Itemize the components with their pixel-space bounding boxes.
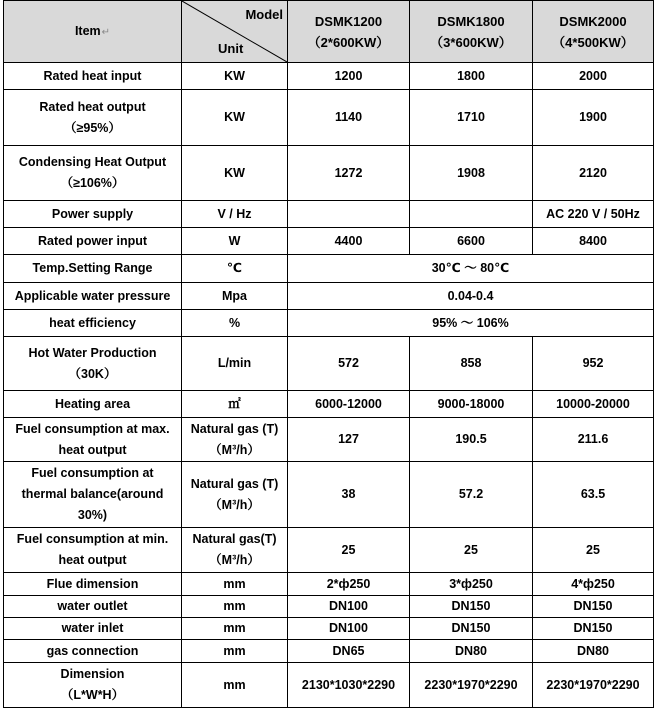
header-unit: Unit <box>218 41 244 56</box>
item-cell: Fuel consumption at min. heat output <box>4 528 182 573</box>
value-cell: 9000-18000 <box>410 391 533 418</box>
value-cell: 2230*1970*2290 <box>410 663 533 708</box>
header-row <box>4 1 654 63</box>
item-cell: Condensing Heat Output （≥106%） <box>4 146 182 201</box>
value-cell: 858 <box>410 337 533 391</box>
value-cell: 1908 <box>410 146 533 201</box>
item-cell: Applicable water pressure <box>4 283 182 310</box>
value-cell: 572 <box>288 337 410 391</box>
value-cell: 4*ф250 <box>533 573 654 596</box>
unit-cell: KW <box>182 146 288 201</box>
unit-cell: mm <box>182 618 288 640</box>
value-cell: DN150 <box>410 596 533 618</box>
value-cell: AC 220 V / 50Hz <box>533 201 654 228</box>
table-row <box>4 418 654 462</box>
value-cell: 1900 <box>533 90 654 146</box>
value-cell-span: 0.04-0.4 <box>288 283 654 310</box>
value-cell: 4400 <box>288 228 410 255</box>
value-cell: DN150 <box>533 618 654 640</box>
item-cell: Fuel consumption at thermal balance(around 30%) <box>4 462 182 528</box>
value-cell: 190.5 <box>410 418 533 462</box>
value-cell: DN150 <box>533 596 654 618</box>
item-cell: Temp.Setting Range <box>4 255 182 283</box>
value-cell: 25 <box>533 528 654 573</box>
value-cell: DN80 <box>410 640 533 663</box>
value-cell: 8400 <box>533 228 654 255</box>
value-cell: 38 <box>288 462 410 528</box>
value-cell: 63.5 <box>533 462 654 528</box>
value-cell: 2*ф250 <box>288 573 410 596</box>
unit-cell: % <box>182 310 288 337</box>
value-cell-span: 30℃ ～ 80℃ <box>288 255 654 283</box>
value-cell: DN65 <box>288 640 410 663</box>
item-cell: Heating area <box>4 391 182 418</box>
header-model-2: DSMK1800 （3*600KW） <box>410 1 533 63</box>
header-model-3: DSMK2000 （4*500KW） <box>533 1 654 63</box>
table-row <box>4 640 654 663</box>
value-cell: 10000-20000 <box>533 391 654 418</box>
spec-table <box>3 0 654 708</box>
value-cell: 1200 <box>288 63 410 90</box>
table-row <box>4 596 654 618</box>
item-cell: gas connection <box>4 640 182 663</box>
value-cell: 1272 <box>288 146 410 201</box>
item-cell: Power supply <box>4 201 182 228</box>
value-cell-span: 95% ～ 106% <box>288 310 654 337</box>
item-cell: Flue dimension <box>4 573 182 596</box>
unit-cell: ㎡ <box>182 391 288 418</box>
item-cell: heat efficiency <box>4 310 182 337</box>
table-row <box>4 228 654 255</box>
value-cell: 6000-12000 <box>288 391 410 418</box>
unit-cell: Mpa <box>182 283 288 310</box>
value-cell: 6600 <box>410 228 533 255</box>
table-row <box>4 573 654 596</box>
unit-cell: Natural gas(T) （M³/h） <box>182 528 288 573</box>
unit-cell: Natural gas (T) （M³/h） <box>182 418 288 462</box>
unit-cell: KW <box>182 90 288 146</box>
value-cell: 952 <box>533 337 654 391</box>
value-cell <box>410 201 533 228</box>
table-row <box>4 528 654 573</box>
table-row <box>4 618 654 640</box>
spec-table-body <box>4 63 654 708</box>
value-cell: DN80 <box>533 640 654 663</box>
unit-cell: V / Hz <box>182 201 288 228</box>
value-cell: 211.6 <box>533 418 654 462</box>
header-item: Item↵ <box>4 1 182 63</box>
value-cell: 2230*1970*2290 <box>533 663 654 708</box>
item-cell: Rated heat input <box>4 63 182 90</box>
table-row <box>4 462 654 528</box>
unit-cell: Natural gas (T) （M³/h） <box>182 462 288 528</box>
table-row <box>4 663 654 708</box>
value-cell: 127 <box>288 418 410 462</box>
header-model-unit <box>182 1 288 63</box>
unit-cell: ℃ <box>182 255 288 283</box>
unit-cell: mm <box>182 596 288 618</box>
unit-cell: mm <box>182 640 288 663</box>
table-row <box>4 255 654 283</box>
header-model: Model <box>245 7 283 22</box>
unit-cell: W <box>182 228 288 255</box>
value-cell: 2000 <box>533 63 654 90</box>
value-cell: 2130*1030*2290 <box>288 663 410 708</box>
header-model-1: DSMK1200 （2*600KW） <box>288 1 410 63</box>
table-row <box>4 391 654 418</box>
value-cell: 1710 <box>410 90 533 146</box>
table-row <box>4 310 654 337</box>
value-cell: 3*ф250 <box>410 573 533 596</box>
value-cell: 1800 <box>410 63 533 90</box>
table-row <box>4 90 654 146</box>
unit-cell: mm <box>182 573 288 596</box>
table-row <box>4 146 654 201</box>
item-cell: Fuel consumption at max. heat output <box>4 418 182 462</box>
unit-cell: mm <box>182 663 288 708</box>
value-cell: 1140 <box>288 90 410 146</box>
item-cell: Hot Water Production （30K） <box>4 337 182 391</box>
unit-cell: L/min <box>182 337 288 391</box>
item-cell: water inlet <box>4 618 182 640</box>
value-cell: 25 <box>288 528 410 573</box>
value-cell: 25 <box>410 528 533 573</box>
value-cell: DN100 <box>288 596 410 618</box>
value-cell: 57.2 <box>410 462 533 528</box>
value-cell: DN150 <box>410 618 533 640</box>
table-row <box>4 201 654 228</box>
table-row <box>4 337 654 391</box>
item-cell: Rated power input <box>4 228 182 255</box>
table-row <box>4 63 654 90</box>
item-cell: Rated heat output （≥95%） <box>4 90 182 146</box>
item-cell: Dimension （L*W*H） <box>4 663 182 708</box>
table-row <box>4 283 654 310</box>
value-cell: 2120 <box>533 146 654 201</box>
unit-cell: KW <box>182 63 288 90</box>
item-cell: water outlet <box>4 596 182 618</box>
value-cell: DN100 <box>288 618 410 640</box>
value-cell <box>288 201 410 228</box>
